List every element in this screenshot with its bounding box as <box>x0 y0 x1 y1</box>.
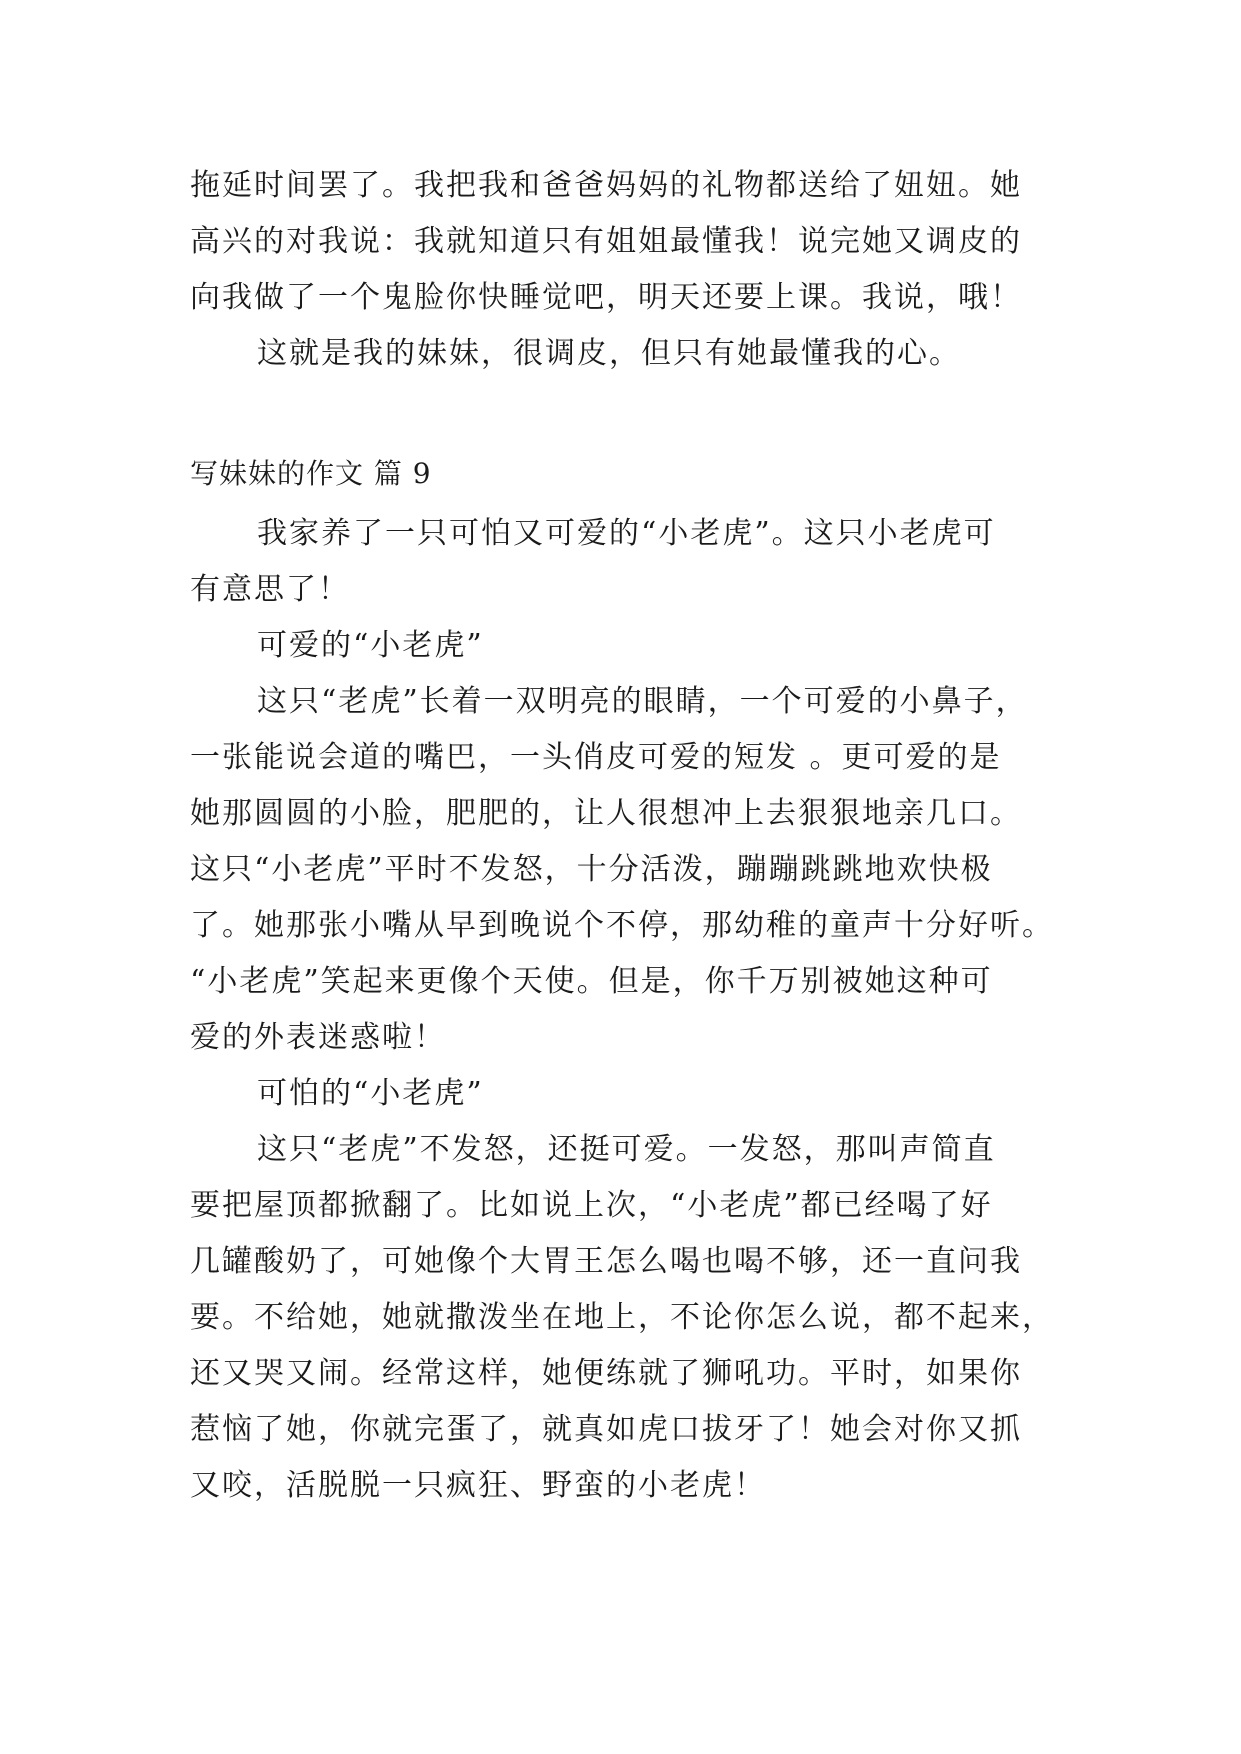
text-line: 一张能说会道的嘴巴，一头俏皮可爱的短发 。更可爱的是 <box>190 740 1002 775</box>
text-line: 了。她那张小嘴从早到晚说个不停，那幼稚的童声十分好听。 <box>190 908 1054 943</box>
text-line: 有意思了！ <box>190 572 350 607</box>
text-line: 又咬，活脱脱一只疯狂、野蛮的小老虎！ <box>190 1468 766 1503</box>
text-line: 向我做了一个鬼脸你快睡觉吧，明天还要上课。我说，哦！ <box>190 280 1022 315</box>
text-line: 还又哭又闹。经常这样，她便练就了狮吼功。平时，如果你 <box>190 1356 1022 1391</box>
subheading: 可怕的“小老虎” <box>257 1076 484 1111</box>
paragraph-first-line: 这只“老虎”长着一双明亮的眼睛，一个可爱的小鼻子， <box>257 684 1028 719</box>
text-line: 几罐酸奶了，可她像个大胃王怎么喝也喝不够，还一直问我 <box>190 1244 1022 1279</box>
text-line: 爱的外表迷惑啦！ <box>190 1020 446 1055</box>
text-line: 要把屋顶都掀翻了。比如说上次，“小老虎”都已经喝了好 <box>190 1188 993 1223</box>
text-line: “小老虎”笑起来更像个天使。但是，你千万别被她这种可 <box>190 964 993 999</box>
subheading: 可爱的“小老虎” <box>257 628 484 663</box>
text-line: 她那圆圆的小脸，肥肥的，让人很想冲上去狠狠地亲几口。 <box>190 796 1022 831</box>
paragraph-first-line: 我家养了一只可怕又可爱的“小老虎”。这只小老虎可 <box>257 516 996 551</box>
paragraph-first-line: 这就是我的妹妹，很调皮，但只有她最懂我的心。 <box>257 336 961 371</box>
text-line: 要。不给她，她就撒泼坐在地上，不论你怎么说，都不起来， <box>190 1300 1054 1335</box>
text-line: 惹恼了她，你就完蛋了，就真如虎口拔牙了！她会对你又抓 <box>190 1412 1022 1447</box>
section-heading: 写妹妹的作文 篇 9 <box>190 457 432 490</box>
text-line: 拖延时间罢了。我把我和爸爸妈妈的礼物都送给了妞妞。她 <box>190 168 1022 203</box>
text-line: 这只“小老虎”平时不发怒，十分活泼，蹦蹦跳跳地欢快极 <box>190 852 993 887</box>
paragraph-first-line: 这只“老虎”不发怒，还挺可爱。一发怒，那叫声简直 <box>257 1132 996 1167</box>
text-line: 高兴的对我说：我就知道只有姐姐最懂我！说完她又调皮的 <box>190 224 1022 259</box>
